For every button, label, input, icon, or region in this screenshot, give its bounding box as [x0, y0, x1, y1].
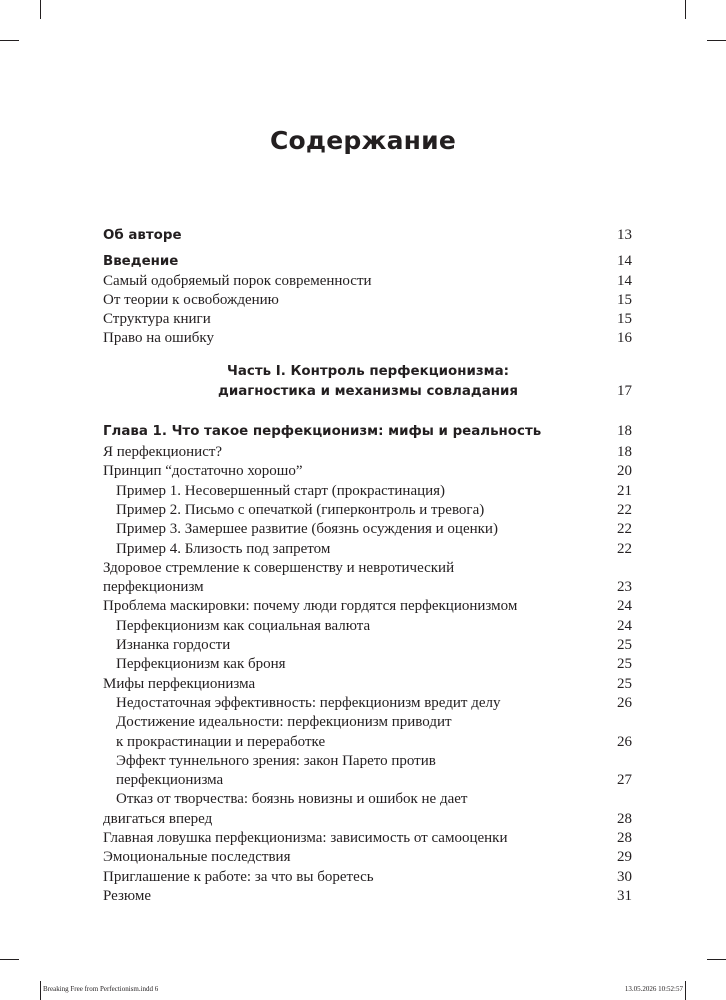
toc-entry-page: 24 [617, 598, 632, 615]
toc-entry-page: 14 [617, 272, 632, 289]
toc-entry[interactable] [103, 559, 632, 578]
toc-entry[interactable] [103, 540, 632, 559]
toc-entry-title: Пример 3. Замершее развитие (боязнь осуждения и оценки) [116, 521, 498, 538]
toc-entry[interactable] [103, 790, 632, 809]
toc-entry-title: Недостаточная эффективность: перфекционизм вредит делу [116, 694, 501, 711]
toc-entry[interactable] [103, 226, 632, 245]
crop-mark [685, 981, 686, 1000]
toc-entry-page: 25 [617, 675, 632, 692]
toc-entry-title: к прокрастинации и переработке [116, 733, 326, 750]
toc-entry-title: Достижение идеальности: перфекционизм приводит [116, 714, 452, 731]
toc-entry-title: Эффект туннельного зрения: закон Парето против [116, 752, 436, 769]
toc-entry-page: 18 [617, 422, 632, 439]
toc-entry[interactable] [103, 675, 632, 694]
toc-entry-title: двигаться вперед [103, 810, 213, 827]
toc-entry-page: 24 [617, 617, 632, 634]
toc-entry[interactable] [103, 252, 632, 271]
toc-entry-page: 22 [617, 501, 632, 518]
toc-entry[interactable] [103, 733, 632, 752]
toc-entry-page: 23 [617, 579, 632, 596]
toc-entry[interactable] [103, 597, 632, 616]
toc-entry[interactable] [103, 291, 632, 310]
toc-entry[interactable] [103, 520, 632, 539]
toc-entry-title: Право на ошибку [103, 330, 214, 347]
toc-entry-title: Приглашение к работе: за что вы боретесь [103, 868, 374, 885]
toc-entry-title: Структура книги [103, 311, 211, 328]
toc-entry-page: 25 [617, 637, 632, 654]
toc-entry[interactable] [103, 868, 632, 887]
crop-mark [0, 959, 19, 960]
toc-entry-title: Пример 4. Близость под запретом [116, 540, 331, 557]
toc-entry-page: 13 [617, 227, 632, 243]
toc-entry-title: Самый одобряемый порок современности [103, 272, 372, 289]
page-title: Содержание [269, 126, 457, 155]
toc-entry-title: Изнанка гордости [116, 637, 231, 654]
toc-entry-page: 29 [617, 849, 632, 866]
toc-entry-page: 27 [617, 772, 632, 789]
toc-entry-title: Перфекционизм как броня [116, 656, 286, 673]
toc-entry-title: От теории к освобождению [103, 291, 279, 308]
toc-entry[interactable] [103, 617, 632, 636]
toc-entry-title: Мифы перфекционизма [103, 675, 256, 692]
toc-entry-title: Проблема маскировки: почему люди гордятся перфекционизмом [103, 598, 518, 615]
crop-mark [685, 0, 686, 19]
toc-entry-page: 15 [617, 291, 632, 308]
crop-mark [40, 0, 41, 19]
toc-entry[interactable] [103, 329, 632, 348]
toc-entry-title: Здоровое стремление к совершенству и невротический [103, 559, 455, 576]
toc-entry[interactable] [103, 462, 632, 481]
crop-mark [707, 40, 726, 41]
toc-entry[interactable] [103, 501, 632, 520]
toc-entry-title: Главная ловушка перфекционизма: зависимость от самооценки [103, 830, 508, 847]
toc-entry-page: 28 [617, 810, 632, 827]
toc-entry[interactable] [103, 713, 632, 732]
crop-mark [707, 959, 726, 960]
toc-entry-page: 17 [617, 382, 632, 399]
toc-entry[interactable] [103, 310, 632, 329]
toc-entry-page: 18 [617, 444, 632, 461]
crop-mark [0, 40, 19, 41]
toc-entry-title: Я перфекционист? [103, 444, 223, 461]
toc-entry-title: Об авторе [103, 228, 182, 243]
toc-entry-page: 28 [617, 830, 632, 847]
part-title-line-2: диагностика и механизмы совладания [218, 383, 518, 399]
toc-entry[interactable] [103, 771, 632, 790]
toc-entry[interactable] [103, 272, 632, 291]
table-of-contents [103, 226, 632, 906]
toc-entry-page: 22 [617, 521, 632, 538]
toc-entry-page: 15 [617, 311, 632, 328]
toc-entry[interactable] [103, 810, 632, 829]
toc-chapter-heading[interactable] [103, 422, 632, 441]
toc-entry-page: 14 [617, 253, 632, 270]
toc-entry-title: Эмоциональные последствия [103, 849, 291, 866]
toc-entry[interactable] [103, 829, 632, 848]
toc-entry-title: Резюме [103, 887, 152, 904]
toc-entry[interactable] [103, 655, 632, 674]
toc-entry-page: 22 [617, 540, 632, 557]
toc-entry-title: перфекционизм [103, 579, 204, 596]
crop-mark [40, 981, 41, 1000]
toc-entry-page: 25 [617, 656, 632, 673]
toc-entry-page: 30 [617, 868, 632, 885]
toc-entry[interactable] [103, 752, 632, 771]
toc-entry-title: Пример 1. Несовершенный старт (прокрастинация) [116, 482, 446, 499]
toc-entry-title: Пример 2. Письмо с опечаткой (гиперконтроль и тревога) [116, 501, 485, 518]
toc-entry-title: перфекционизма [116, 772, 224, 789]
toc-entry-title: Перфекционизм как социальная валюта [116, 617, 371, 634]
toc-entry-page: 31 [617, 887, 632, 904]
toc-entry-page: 16 [617, 330, 632, 347]
toc-part-heading[interactable] [103, 362, 632, 412]
toc-entry[interactable] [103, 848, 632, 867]
toc-entry-title: Глава 1. Что такое перфекционизм: мифы и реальность [103, 423, 542, 439]
toc-entry-page: 20 [617, 463, 632, 480]
toc-entry[interactable] [103, 443, 632, 462]
toc-entry-title: Принцип “достаточно хорошо” [103, 463, 303, 480]
toc-entry[interactable] [103, 636, 632, 655]
toc-entry[interactable] [103, 482, 632, 501]
toc-entry[interactable] [103, 887, 632, 906]
toc-entry-page: 21 [617, 482, 632, 499]
toc-entry-title: Введение [103, 254, 179, 270]
print-footer-timestamp: 13.05.2026 10:52:57 [624, 985, 683, 993]
toc-entry-page: 26 [617, 694, 632, 711]
print-footer-filename: Breaking Free from Perfectionism.indd 6 [43, 985, 159, 993]
toc-entry-title: Отказ от творчества: боязнь новизны и ошибок не дает [116, 791, 468, 808]
part-title-line-1: Часть I. Контроль перфекционизма: [227, 363, 509, 379]
toc-entry[interactable] [103, 694, 632, 713]
toc-entry-page: 26 [617, 733, 632, 750]
toc-entry[interactable] [103, 578, 632, 597]
